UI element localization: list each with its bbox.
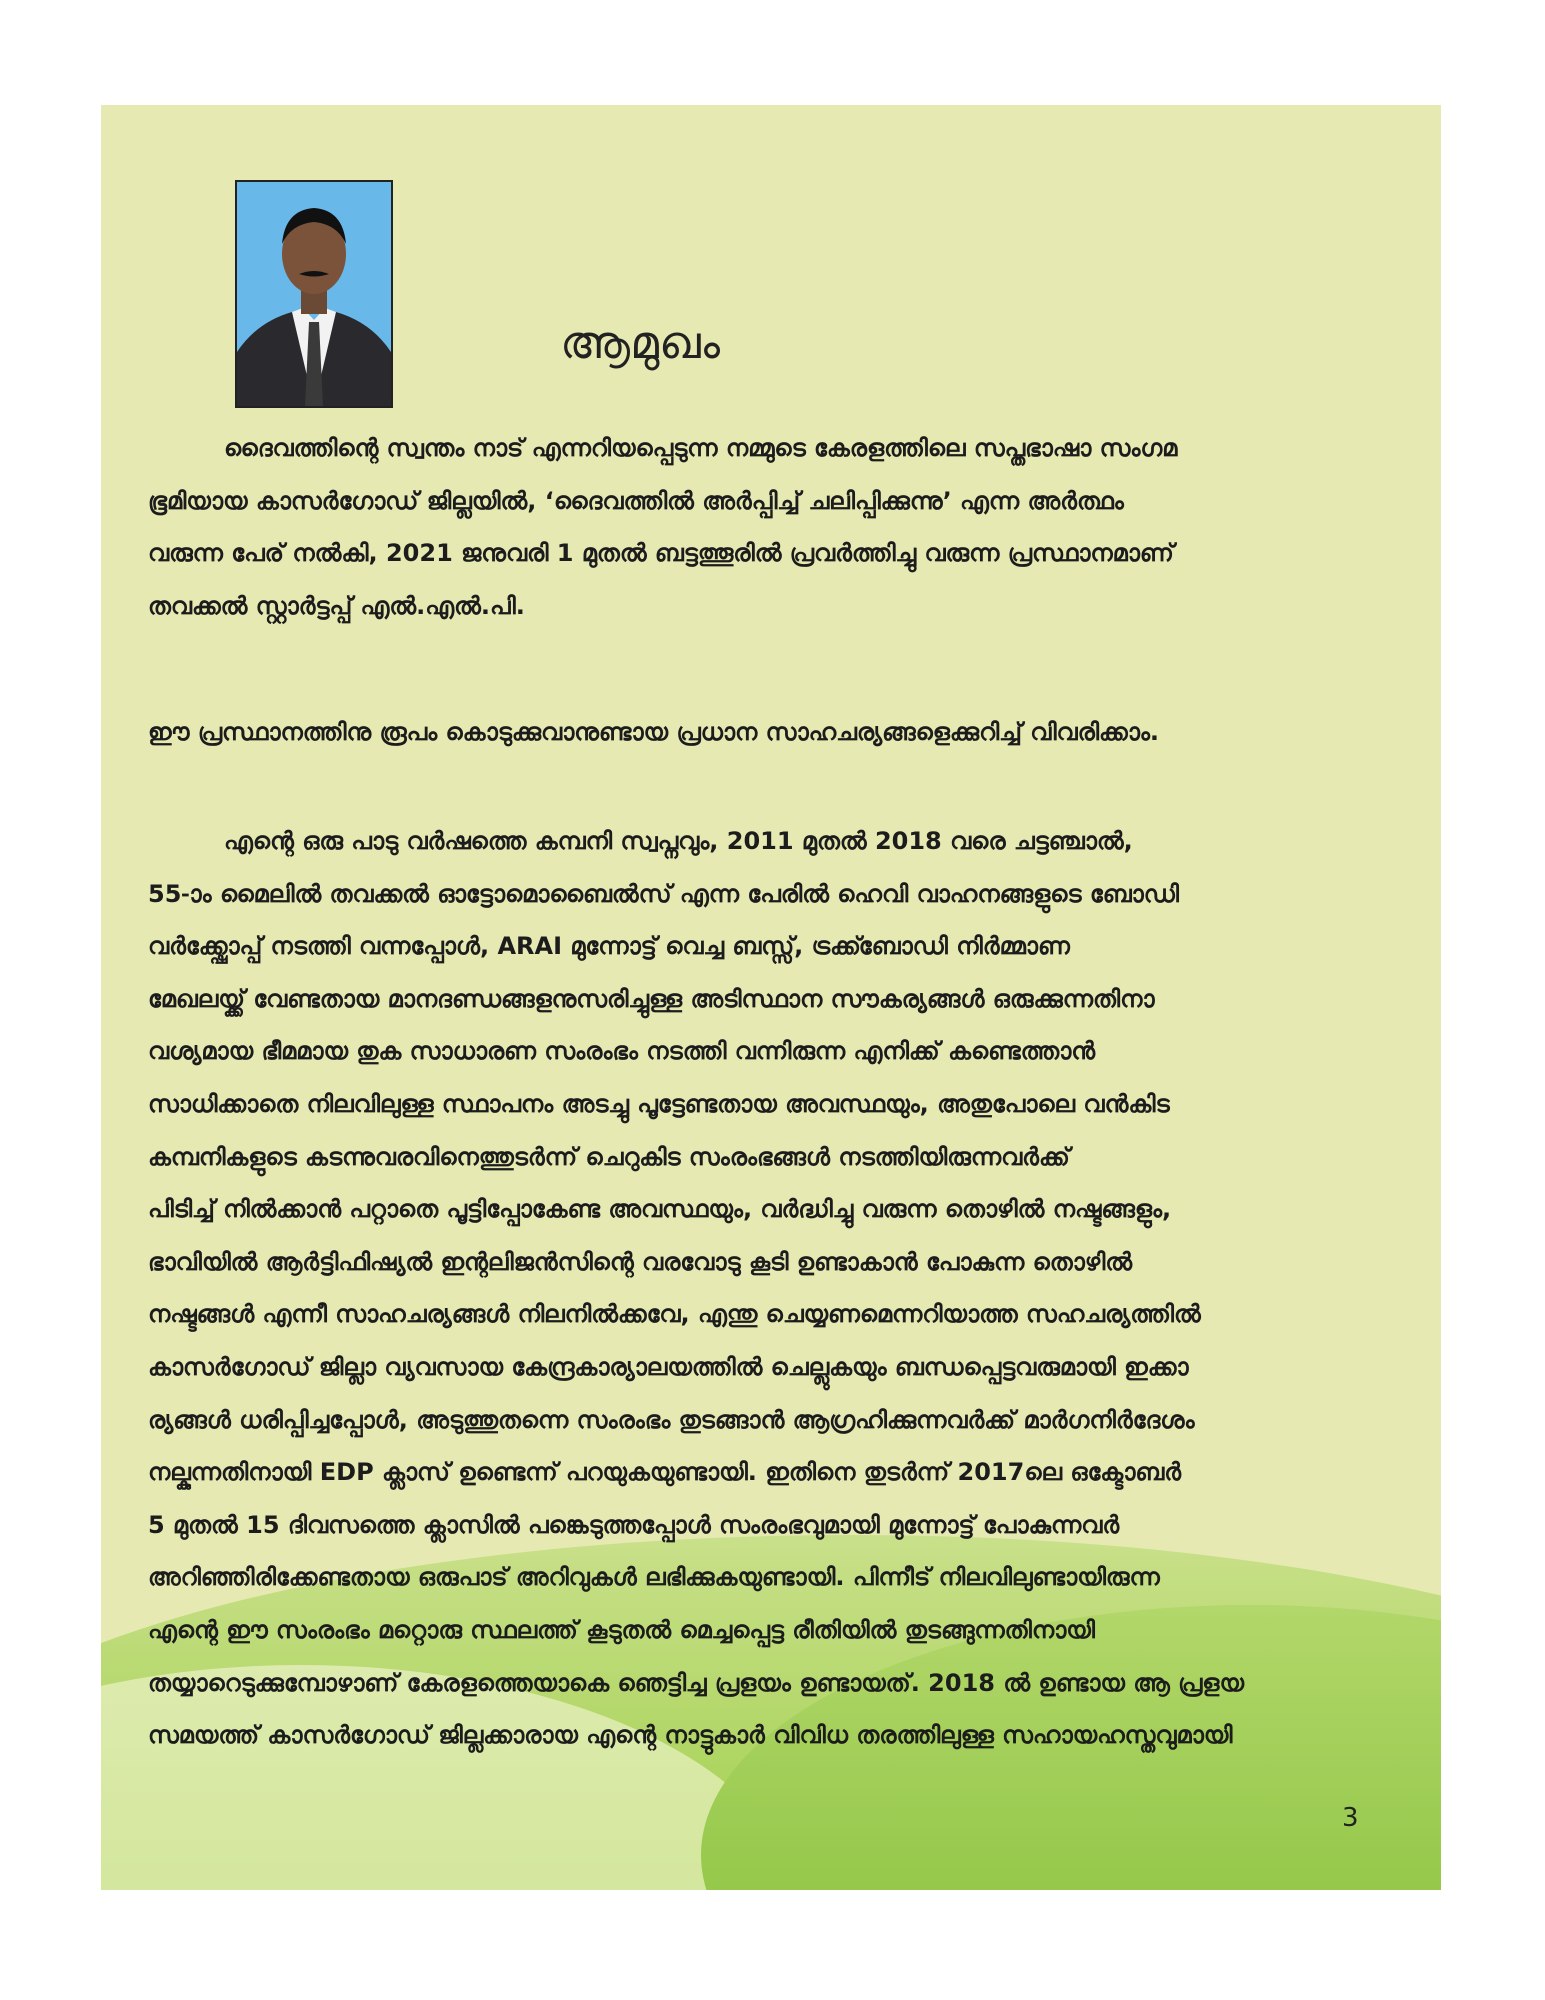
text-line: വരുന്ന പേര് നൽകി, 2021 ജനുവരി 1 മുതൽ ബട്ടത്തൂരിൽ പ്രവർത്തിച്ചു വരുന്ന പ്രസ്ഥാനമാണ് [148, 539, 1174, 568]
text-line: ഈ പ്രസ്ഥാനത്തിനു രൂപം കൊടുക്കുവാനുണ്ടായ പ്രധാന സാഹചര്യങ്ങളെക്കുറിച്ച് വിവരിക്കാം. [148, 718, 1160, 746]
page-number: 3 [1342, 1803, 1359, 1833]
text-line: തയ്യാറെടുക്കുമ്പോഴാണ് കേരളത്തെയാകെ ഞെട്ടിച്ച പ്രളയം ഉണ്ടായത്. 2018 ൽ ഉണ്ടായ ആ പ്രളയ [148, 1668, 1244, 1697]
text-line: തവക്കൽ സ്റ്റാർട്ടപ്പ് എൽ.എൽ.പി. [148, 591, 525, 620]
text-line: വർക്ക്ഷോപ്പ് നടത്തി വന്നപ്പോൾ, ARAI മുന്നോട്ട് വെച്ച ബസ്സ്, ട്രക്ക്ബോഡി നിർമ്മാണ [148, 932, 1070, 961]
text-line: ഭൂമിയായ കാസർഗോഡ് ജില്ലയിൽ, ‘ദൈവത്തിൽ അർപ്പിച്ച് ചലിപ്പിക്കുന്നു’ എന്ന അർത്ഥം [148, 486, 1124, 515]
text-line: സാധിക്കാതെ നിലവിലുള്ള സ്ഥാപനം അടച്ചു പൂട്ടേണ്ടതായ അവസ്ഥയും, അതുപോലെ വൻകിട [148, 1089, 1170, 1118]
text-line: പിടിച്ച് നിൽക്കാൻ പറ്റാതെ പൂട്ടിപ്പോകേണ്ട അവസ്ഥയും, വർദ്ധിച്ചു വരുന്ന തൊഴിൽ നഷ്ടങ്ങളും, [148, 1195, 1172, 1224]
intro-paragraph [148, 422, 1356, 632]
text-line: എന്റെ ഒരു പാടു വർഷത്തെ കമ്പനി സ്വപ്നവും, 2011 മുതൽ 2018 വരെ ചട്ടഞ്ചാൽ, [224, 827, 1133, 855]
text-line: മേഖലയ്ക്ക് വേണ്ടതായ മാനദണ്ഡങ്ങളനുസരിച്ചുള്ള അടിസ്ഥാന സൗകര്യങ്ങൾ ഒരുക്കുന്നതിനാ [148, 984, 1155, 1013]
text-line: ര്യങ്ങൾ ധരിപ്പിച്ചപ്പോൾ, അടുത്തുതന്നെ സംരംഭം തുടങ്ങാൻ ആഗ്രഹിക്കുന്നവർക്ക് മാർഗനിർദേശം [148, 1405, 1195, 1434]
context-paragraph [148, 706, 1356, 759]
text-line: അറിഞ്ഞിരിക്കേണ്ടതായ ഒരുപാട് അറിവുകൾ ലഭിക്കുകയുണ്ടായി. പിന്നീട് നിലവിലുണ്ടായിരുന്ന [148, 1563, 1160, 1592]
author-photo [235, 180, 393, 408]
text-line: ദൈവത്തിന്റെ സ്വന്തം നാട് എന്നറിയപ്പെടുന്ന നമ്മുടെ കേരളത്തിലെ സപ്തഭാഷാ സംഗമ [224, 434, 1178, 462]
text-line: നഷ്ടങ്ങൾ എന്നീ സാഹചര്യങ്ങൾ നിലനിൽക്കവേ, എന്തു ചെയ്യണമെന്നറിയാത്ത സഹചര്യത്തിൽ [148, 1300, 1201, 1329]
text-line: കമ്പനികളുടെ കടന്നുവരവിനെത്തുടർന്ന് ചെറുകിട സംരംഭങ്ങൾ നടത്തിയിരുന്നവർക്ക് [148, 1142, 1070, 1171]
text-line: നല്കുന്നതിനായി EDP ക്ലാസ് ഉണ്ടെന്ന് പറയുകയുണ്ടായി. ഇതിനെ തുടർന്ന് 2017ലെ ഒക്ടോബർ [148, 1458, 1182, 1487]
text-line: എന്റെ ഈ സംരംഭം മറ്റൊരു സ്ഥലത്ത് കൂടുതൽ മെച്ചപ്പെട്ട രീതിയിൽ തുടങ്ങുന്നതിനായി [148, 1615, 1096, 1644]
text-line: ഭാവിയിൽ ആർട്ടിഫിഷ്യൽ ഇന്റലിജൻസിന്റെ വരവോടു കൂടി ഉണ്ടാകാൻ പോകുന്ന തൊഴിൽ [148, 1247, 1133, 1276]
text-line: സമയത്ത് കാസർഗോഡ് ജില്ലക്കാരായ എന്റെ നാട്ടുകാർ വിവിധ തരത്തിലുള്ള സഹായഹസ്തവുമായി [148, 1721, 1233, 1750]
page-title: ആമുഖം [560, 315, 721, 369]
author-portrait-image [237, 182, 391, 406]
text-line: 5 മുതൽ 15 ദിവസത്തെ ക്ലാസിൽ പങ്കെടുത്തപ്പോൾ സംരംഭവുമായി മുന്നോട്ട് പോകുന്നവർ [148, 1510, 1120, 1539]
text-line: 55-ാം മൈലിൽ തവക്കൽ ഓട്ടോമൊബൈൽസ് എന്ന പേരിൽ ഹെവി വാഹനങ്ങളുടെ ബോഡി [148, 879, 1179, 908]
story-paragraph [148, 815, 1356, 1762]
text-line: വശ്യമായ ഭീമമായ തുക സാധാരണ സംരംഭം നടത്തി വന്നിരുന്ന എനിക്ക് കണ്ടെത്താൻ [148, 1037, 1096, 1066]
text-line: കാസർഗോഡ് ജില്ലാ വ്യവസായ കേന്ദ്രകാര്യാലയത്തിൽ ചെല്ലുകയും ബന്ധപ്പെട്ടവരുമായി ഇക്കാ [148, 1352, 1189, 1381]
